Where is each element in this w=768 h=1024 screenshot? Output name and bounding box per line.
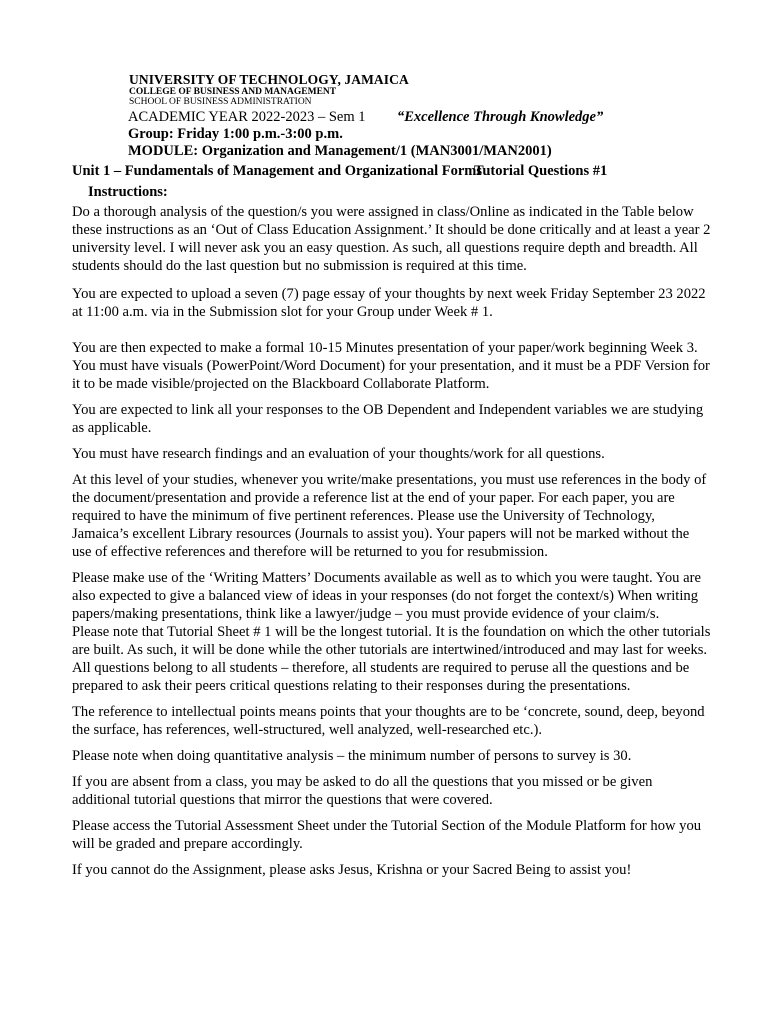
school-name: SCHOOL OF BUSINESS ADMINISTRATION [129, 97, 312, 107]
paragraph: At this level of your studies, whenever you write/make presentations, you must use references in the body of the document/presentation and provide a reference list at the end of your paper. For each paper, you are required to have the minimum of five pertinent references. Please use the University of Technology, Jamaica’s excellent Library resources (Journals to assist you). Your papers will not be marked without the use of effective references and therefore will be returned to you for resubmission. [72, 472, 707, 560]
instructions-heading: Instructions: [88, 184, 168, 200]
instructions-body [72, 203, 712, 879]
paragraph: If you cannot do the Assignment, please asks Jesus, Krishna or your Sacred Being to assist you! [72, 862, 632, 878]
paragraph: All questions belong to all students – therefore, all students are required to peruse all the questions and be prepared to ask their peers critical questions relating to their responses during the presentations. [72, 660, 690, 694]
college-name: COLLEGE OF BUSINESS AND MANAGEMENT [129, 87, 337, 97]
paragraph: Please note when doing quantitative analysis – the minimum number of persons to survey is 30. [72, 748, 632, 764]
paragraph: You are expected to link all your responses to the OB Dependent and Independent variables we are studying as applicable. [72, 402, 704, 436]
paragraph: Please make use of the ‘Writing Matters’ Documents available as well as to which you were taught. You are also expected to give a balanced view of ideas in your responses (do not forget the context/s) When writing papers/making presentations, think like a lawyer/judge – you must provide evidence of your claim/s. [72, 570, 701, 622]
university-name: UNIVERSITY OF TECHNOLOGY, JAMAICA [129, 72, 409, 87]
paragraph: You must have research findings and an evaluation of your thoughts/work for all questions. [72, 446, 605, 462]
paragraph: The reference to intellectual points means points that your thoughts are to be ‘concrete, sound, deep, beyond the surface, has references, well-structured, well analyzed, well-researched etc.). [72, 704, 705, 738]
academic-year: ACADEMIC YEAR 2022-2023 – Sem 1 [128, 109, 366, 125]
module-title: MODULE: Organization and Management/1 (MAN3001/MAN2001) [128, 143, 552, 159]
paragraph: Please note that Tutorial Sheet # 1 will be the longest tutorial. It is the foundation on which the other tutorials are built. As such, it will be done while the other tutorials are intertwined/introduced and may last for weeks. [72, 624, 711, 658]
paragraph: Do a thorough analysis of the question/s you were assigned in class/Online as indicated in the Table below these instructions as an ‘Out of Class Education Assignment.’ It should be done critically and at least a year 2 university level. I will never ask you an easy question. As such, all questions require depth and breadth. All students should do the last question but no submission is required at this time. [72, 204, 711, 274]
paragraph: Please access the Tutorial Assessment Sheet under the Tutorial Section of the Module Platform for how you will be graded and prepare accordingly. [72, 818, 702, 852]
tutorial-title: Tutorial Questions #1 [474, 163, 608, 179]
group-schedule: Group: Friday 1:00 p.m.-3:00 p.m. [128, 126, 343, 142]
paragraph: You are then expected to make a formal 10-15 Minutes presentation of your paper/work beginning Week 3. You must have visuals (PowerPoint/Word Document) for your presentation, and it must be a PDF Version for it to be made visible/projected on the Blackboard Collaborate Platform. [72, 340, 710, 392]
unit-title: Unit 1 – Fundamentals of Management and Organizational Forms [72, 163, 483, 179]
paragraph: You are expected to upload a seven (7) page essay of your thoughts by next week Friday September 23 2022 at 11:00 a.m. via in the Submission slot for your Group under Week # 1. [72, 286, 706, 320]
paragraph: If you are absent from a class, you may be asked to do all the questions that you missed or be given additional tutorial questions that mirror the questions that were covered. [72, 774, 653, 808]
motto: “Excellence Through Knowledge” [397, 109, 604, 125]
